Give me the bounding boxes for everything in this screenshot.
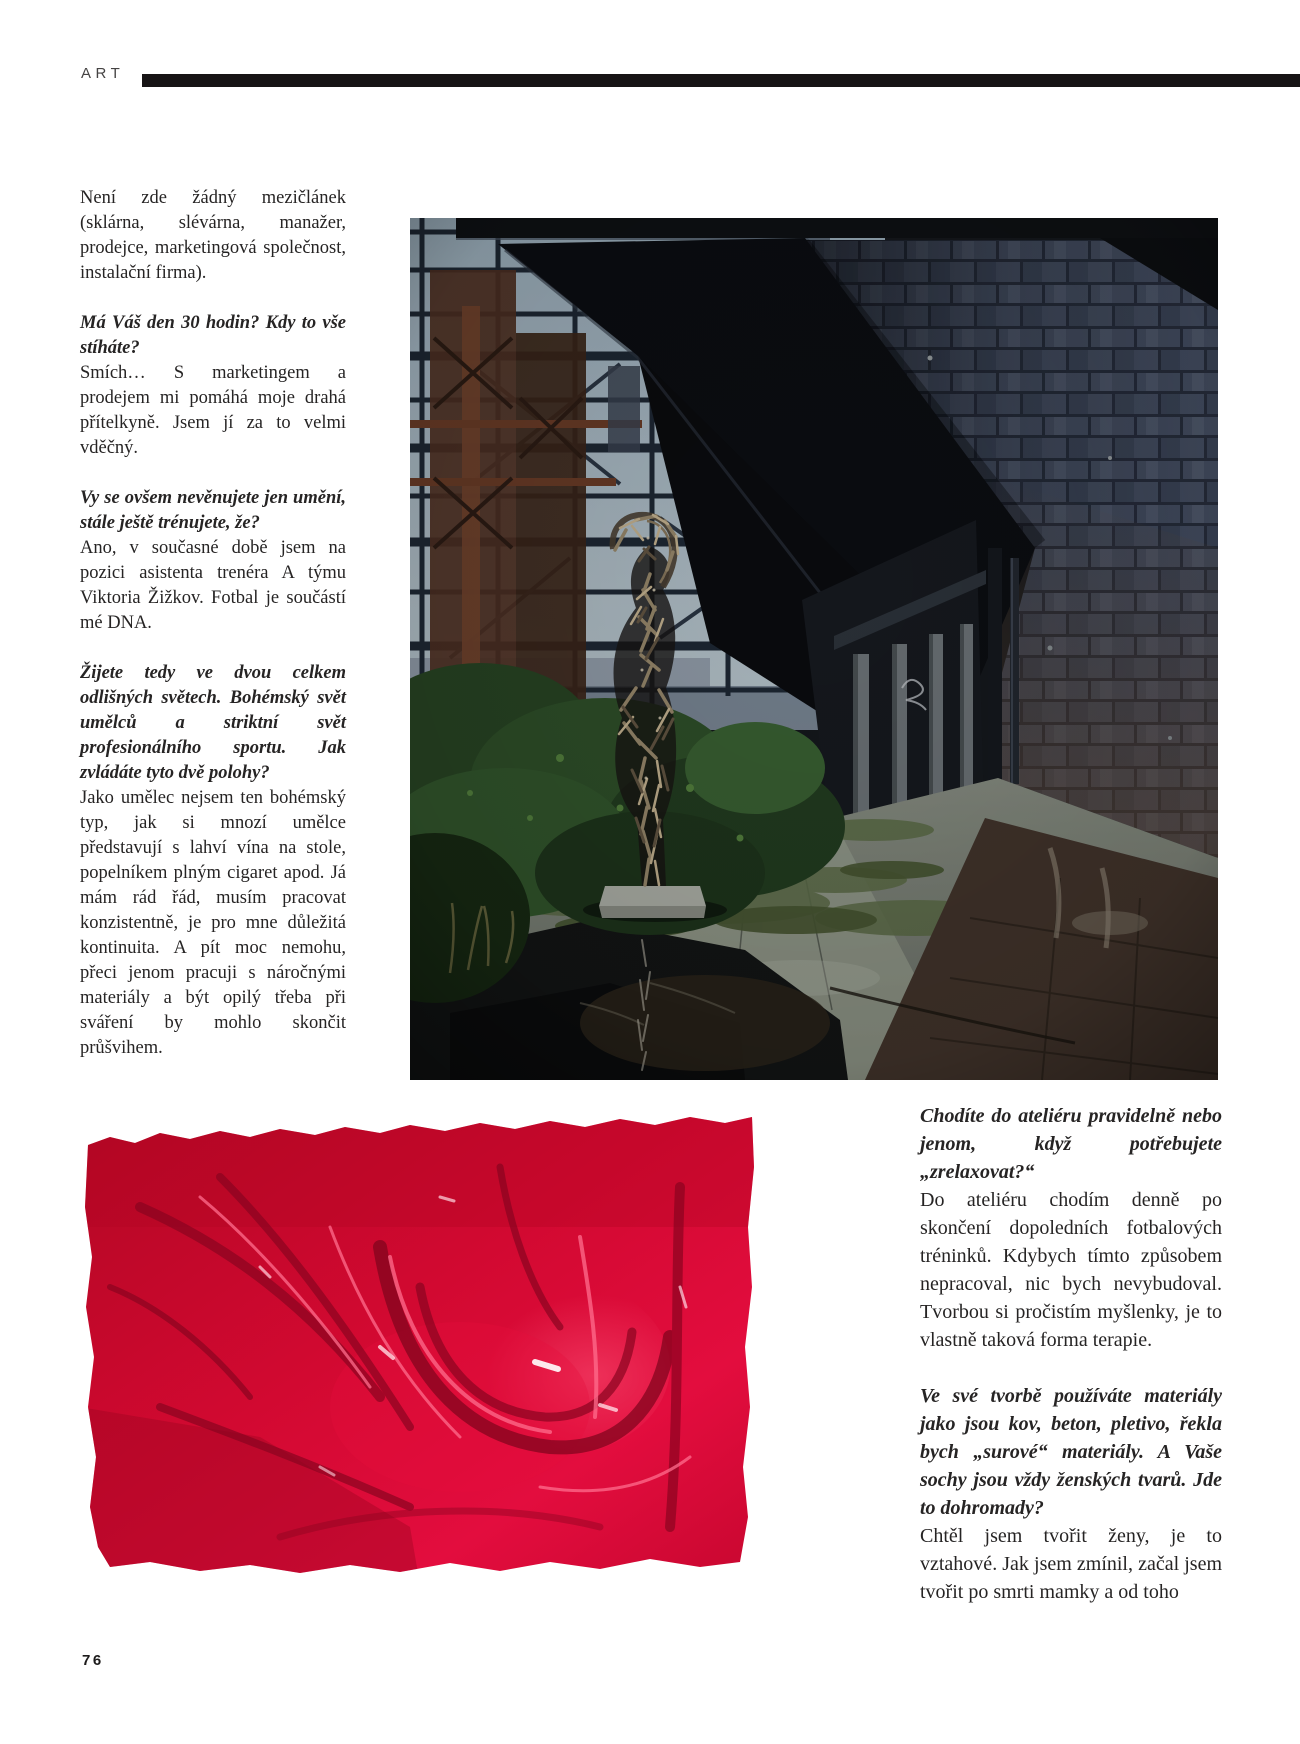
interview-question: Vy se ovšem nevěnujete jen umění, stále ještě trénujete, že? xyxy=(80,488,346,533)
main-photo xyxy=(410,218,1218,1080)
interview-answer: Chtěl jsem tvořit ženy, je to vztahové. Jak jsem zmínil, začal jsem tvořit po smrti mamky a od toho xyxy=(920,1525,1222,1603)
section-label: ART xyxy=(81,65,125,82)
interview-answer: Do ateliéru chodím denně po skončení dopoledních fotbalových tréninků. Kdybych tímto způsobem nepracoval, nic bych nevybudoval. Tvorbou si pročistím myšlenky, je to vlastně taková forma terapie. xyxy=(920,1189,1222,1351)
interview-question: Ve své tvorbě používáte materiály jako jsou kov, beton, pletivo, řekla bych „surové“ materiály. A Vaše sochy jsou vždy ženských tvarů. Jde to dohromady? xyxy=(920,1385,1222,1519)
header-rule xyxy=(142,74,1300,87)
interview-answer: Jako umělec nejsem ten bohémský typ, jak si mnozí umělce představují s lahví vína na stole, popelníkem plným cigaret apod. Já mám rád řád, musím pracovat konzistentně, je pro mne důležitá kontinuita. A pít moc nemohu, přeci jenom pracuji s náročnými materiály a být opilý třeba při sváření by mohlo skončit průšvihem. xyxy=(80,788,346,1058)
interview-answer: Ano, v současné době jsem na pozici asistenta trenéra A týmu Viktoria Žižkov. Fotbal je součástí mé DNA. xyxy=(80,538,346,633)
interview-question: Má Váš den 30 hodin? Kdy to vše stíháte? xyxy=(80,313,346,358)
right-text-column xyxy=(920,1102,1222,1606)
page-number: 76 xyxy=(82,1652,104,1669)
main-photo-image xyxy=(410,218,1218,1080)
interview-answer: Smích… S marketingem a prodejem mi pomáhá moje drahá přítelkyně. Jsem jí za to velmi vděčný. xyxy=(80,363,346,458)
interview-question: Žijete tedy ve dvou celkem odlišných světech. Bohémský svět umělců a striktní svět profesionálního sportu. Jak zvládáte tyto dvě polohy? xyxy=(80,663,346,783)
red-artwork xyxy=(80,1107,756,1585)
left-text-column xyxy=(80,186,346,1061)
red-artwork-image xyxy=(80,1107,756,1585)
interview-question: Chodíte do ateliéru pravidelně nebo jenom, když potřebujete „zrelaxovat?“ xyxy=(920,1105,1222,1183)
interview-answer: Není zde žádný mezičlánek (sklárna, slévárna, manažer, prodejce, marketingová společnost, instalační firma). xyxy=(80,188,346,283)
